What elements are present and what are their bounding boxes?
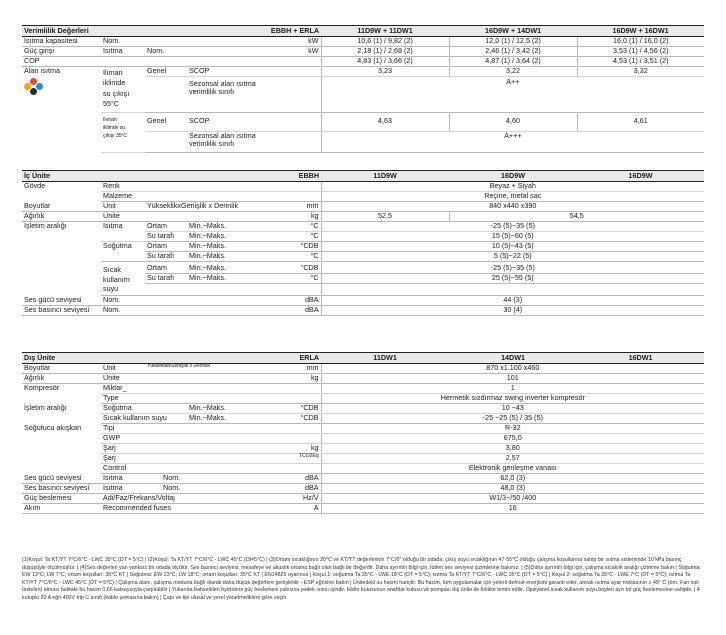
seasonal-line: verimlilik sınıfı	[189, 87, 235, 97]
dhw-line: Sıcak	[103, 265, 121, 274]
dimensions-value: 840 x440 x390	[321, 202, 704, 212]
sound-pressure-label: Ses basıncı seviyesi	[22, 306, 101, 316]
dimensions-value: 870 x1.100 x460	[321, 364, 704, 374]
compressor-type-value: Hermetik sızdırmaz swing inverter kompresör	[321, 394, 704, 404]
heating-capacity-sub: Nom.	[101, 37, 145, 47]
casing-color-label: Renk	[101, 182, 321, 192]
seasonal-line: Sezonsal alan ısıtma	[189, 131, 256, 140]
cop-value: 4,83 (1) / 3,66 (2)	[321, 57, 449, 67]
efficiency-table	[22, 25, 704, 153]
dimensions-unit: mm	[247, 364, 321, 374]
power-input-row	[22, 47, 704, 57]
op-heating-label: Isıtma	[101, 222, 145, 242]
scop-value: 4,63	[321, 113, 449, 132]
power-supply-row	[22, 494, 704, 504]
refrigerant-charge-t-row	[22, 454, 704, 464]
sound-power-sub: Nom.	[145, 474, 247, 484]
power-input-value: 3,53 (1) / 4,56 (2)	[577, 47, 704, 57]
op-minmax-label: Min.~Maks.	[187, 262, 247, 274]
dimensions-unit: mm	[247, 202, 321, 212]
compressor-label: Kompresör	[24, 383, 60, 392]
outdoor-dimensions-row	[22, 364, 704, 374]
refrigerant-type-row	[22, 424, 704, 434]
op-value: 15 (5)~60 (5)	[321, 232, 704, 242]
climate-line: çıkışı 35°C	[103, 132, 128, 139]
seasonal-class-label	[187, 132, 321, 153]
outdoor-weight-row	[22, 374, 704, 384]
scop-55-row	[22, 67, 704, 77]
heating-capacity-row	[22, 37, 704, 47]
weight-value: 101	[321, 374, 704, 384]
indoor-table	[22, 170, 704, 316]
dimensions-label: Boyutlar	[22, 202, 101, 212]
climate-line: Ilıman	[103, 117, 117, 123]
climate-line: 55°C	[103, 99, 120, 109]
refrigerant-type-label: Tipi	[101, 424, 321, 434]
indoor-header-row	[22, 171, 704, 182]
energy-class-value: A+++	[321, 132, 704, 153]
scop-35-row	[22, 113, 704, 132]
charge-value: 3,80	[321, 444, 704, 454]
casing-color-row	[22, 182, 704, 192]
casing-material-row	[22, 192, 704, 202]
charge-unit: kg	[247, 444, 321, 454]
outdoor-header-row	[22, 353, 704, 364]
energy-class-value: A++	[321, 77, 704, 113]
sound-pressure-unit: dBA	[247, 484, 321, 494]
op-value: 5 (5)~22 (5)	[321, 252, 704, 262]
power-input-label: Güç girişi	[22, 47, 101, 57]
scop-value: 3,23	[321, 67, 449, 77]
efficiency-header-row	[22, 26, 704, 37]
cop-value: 4,53 (1) / 3,51 (2)	[577, 57, 704, 67]
seasonal-line: Sezonsal alan ısıtma	[189, 79, 256, 88]
heating-capacity-value: 10,6 (1) / 9,82 (2)	[321, 37, 449, 47]
weight-sub: Ünite	[101, 374, 247, 384]
sound-pressure-sub: Nom.	[145, 484, 247, 494]
outdoor-op-dhw-row	[22, 414, 704, 424]
outdoor-col-2: 14DW1	[449, 353, 577, 364]
dimensions-detail: YükseklikxGenişlik x Derinlik	[145, 364, 247, 374]
heating-capacity-label: Isıtma kapasitesi	[22, 37, 101, 47]
op-value: -25 ~25 (5) / 35 (5)	[321, 414, 704, 424]
indoor-title: İç Ünite	[24, 170, 50, 180]
dimensions-label: Boyutlar	[22, 364, 101, 374]
weight-label: Ağırlık	[22, 374, 101, 384]
current-row	[22, 504, 704, 514]
seasonal-line: verimlilik sınıfı	[189, 139, 235, 149]
op-unit: °C	[247, 274, 321, 284]
power-input-unit: kW	[187, 47, 321, 57]
outdoor-sound-power-row	[22, 474, 704, 484]
op-ambient-label: Ortam	[145, 262, 187, 274]
power-supply-unit: Hz/V	[247, 494, 321, 504]
power-input-sub: Isıtma	[101, 47, 145, 57]
indoor-model-label: EBBH	[298, 170, 320, 180]
indoor-weight-row	[22, 212, 704, 222]
cop-label: COP	[22, 57, 101, 67]
efficiency-title: Verimlilik Değerleri	[24, 25, 89, 35]
op-dhw-label	[101, 262, 145, 296]
indoor-dimensions-row	[22, 202, 704, 212]
climate-line: iklimde	[103, 78, 126, 88]
heating-capacity-unit: kW	[187, 37, 321, 47]
space-heating-cell	[22, 67, 101, 153]
weight-sub: Ünite	[101, 212, 247, 222]
sound-pressure-unit: dBA	[247, 306, 321, 316]
compressor-qty-row	[22, 384, 704, 394]
compressor-qty-value: 1	[321, 384, 704, 394]
gwp-value: 675,0	[321, 434, 704, 444]
sound-power-value: 62,0 (3)	[321, 474, 704, 484]
op-water-label: Su tarafı	[145, 252, 187, 262]
sound-power-unit: dBA	[247, 296, 321, 306]
outdoor-title: Dış Ünite	[24, 352, 56, 362]
op-minmax-label: Min.~Maks.	[187, 232, 247, 242]
op-dhw-label: Sıcak kullanım suyu	[101, 414, 187, 424]
op-minmax-label: Min.~Maks.	[187, 404, 247, 414]
efficiency-model-label: EBBH + ERLA	[270, 25, 320, 35]
cop-row	[22, 57, 704, 67]
power-input-sub: Nom.	[145, 47, 187, 57]
op-value: 25 (5)~55 (5)	[321, 274, 704, 284]
general-label: Genel	[145, 113, 187, 132]
weight-unit: kg	[247, 212, 321, 222]
current-label: Akım	[22, 504, 101, 514]
scop-label: SCOP	[187, 67, 321, 77]
scop-value: 4,61	[577, 113, 704, 132]
efficiency-col-1: 11D9W + 11DW1	[321, 26, 449, 37]
op-minmax-label: Min.~Maks.	[187, 242, 247, 252]
efficiency-col-2: 16D9W + 14DW1	[449, 26, 577, 37]
op-unit: °C	[247, 232, 321, 242]
sound-pressure-value: 30 (4)	[321, 306, 704, 316]
sound-pressure-label: Ses basıncı seviyesi	[22, 484, 101, 494]
compressor-type-label: Type	[101, 394, 321, 404]
op-ambient-label: Ortam	[145, 242, 187, 252]
scop-value: 3,22	[449, 67, 577, 77]
heating-capacity-value: 12,0 (1) / 12,5 (2)	[449, 37, 577, 47]
op-water-label: Su tarafı	[145, 232, 187, 242]
power-supply-sub: Adi/Faz/Frekans/Voltaj	[101, 494, 247, 504]
climate-line: iklimde su	[103, 124, 126, 131]
outdoor-table	[22, 352, 704, 514]
refrigerant-type-value: R-32	[321, 424, 704, 434]
op-unit: °CDB	[247, 262, 321, 274]
scop-value: 3,32	[577, 67, 704, 77]
sound-power-value: 44 (3)	[321, 296, 704, 306]
control-value: Elektronik genleşme vanası	[321, 464, 704, 474]
outdoor-model-label: ERLA	[299, 352, 320, 362]
compressor-qty-label: Miktar_	[101, 384, 321, 394]
op-unit: °CDB	[247, 404, 321, 414]
casing-color-value: Beyaz + Siyah	[321, 182, 704, 192]
op-unit: °CDB	[247, 242, 321, 252]
op-water-label: Su tarafı	[145, 274, 187, 284]
operation-range-label: İşletim aralığı	[24, 221, 67, 230]
charge-unit: TCO2Eq	[247, 454, 321, 464]
sound-power-sub: Isıtma	[101, 474, 145, 484]
op-minmax-label: Min.~Maks.	[187, 252, 247, 262]
control-label: Control	[101, 464, 321, 474]
charge-value: 2,57	[321, 454, 704, 464]
weight-unit: kg	[247, 374, 321, 384]
heating-capacity-value: 16,0 (1) / 16,0 (2)	[577, 37, 704, 47]
power-supply-value: W1/3~/50 /400	[321, 494, 704, 504]
cop-value: 4,87 (1) / 3,64 (2)	[449, 57, 577, 67]
current-value: 16	[321, 504, 704, 514]
op-cooling-label: Soğutma	[101, 404, 187, 414]
sound-power-unit: dBA	[247, 474, 321, 484]
indoor-sound-power-row	[22, 296, 704, 306]
footnote: (1)Koşul: Ta KT/YT 7°C/6°C - LWC 35°C (DT = 5°C) | (2)Koşul: Ta KT/YT 7°C/6°C - LWC 45°C (Dt=5°C) | (3)Ortam sıcaklığının 20°C ve KT/YT değerlerinin 7°C/6° olduğu bir odada, çıkış suyu sıcaklığının 47-55°C olduğu çalışma koşullarına sahip bir ısıtma sisteminde 10 kPa basınç düşüşüyle ölçülmüştür. | (4)Ses değerleri yan yanksız bir odada ölçülür. Ses basıncı seviyesi, mesafeye ve akustik ortama bağlı olan bağlı bir değerdir. Daha ayrıntılı bilgi için, lütfen ses seviyesi çizimlerine bakınız. | (5)Daha ayrıntılı bilgi için, çalışma sıcaklık aralığı çizimine bakın | Soğutma: EW 12°C; LW 7°C; ortam koşulları: 35°C KT | Soğutma: EW 23°C; LW 18°C; ortam koşulları: 35°C KT | EN14825 uyarınca | Koşul 1: soğutma Ta 35°C - LWE 18°C (DT = 5°C); ısıtma Ta KT/YT 7°C/6°C - LWC 35°C (DT = 5°C) | Koşul 2: soğutma Ta 35°C - LWE 7°C (DT = 5°C); ısıtma Ta KT/YT 7°C/6°C - LWC 45°C (DT = 5°C) | Çalışma alanı, çalışma moduna bağlı olarak daha düşük değerlere genişletilir - ESP eğrisine bakın | Ünitedeki su hacmi hariçtir. Bu hacim, tüm uygulamalar için yeterli defrost enerjisini garanti eder, ancak ısıtma ayar noktasının ≥ 45° C (örn. Fan coil üniteleri) olması halinde bu hacim 0,66 katsayısıyla çarpılabilir | Yukarıda bahsedilen hydrobox güç beslemesi yalnızca yedek ısıtıcı içindir. Hidro kutusunun anahtar kutusu ve pompası dış ünite ile birlikte temin edilir. Opsiyonel sıcak kullanım suyu boyleri ayrı bir güç beslemesine sahiptir. | 4 kutuplu 20 A eğri 400V trip C sınıfı (kablo şemasına bakın) | Çapı ve tipi ulusal ve yerel yönetmeliklere göre seçin	[22, 557, 701, 601]
op-unit: °C	[247, 252, 321, 262]
weight-value: 52,5	[321, 212, 449, 222]
current-sub: Recommended fuses	[101, 504, 247, 514]
op-unit: °C	[247, 222, 321, 232]
outdoor-op-cooling-row	[22, 404, 704, 414]
climate-35-label	[101, 113, 145, 153]
climate-line: su çıkışı	[103, 88, 130, 98]
outdoor-col-1: 11DW1	[321, 353, 449, 364]
general-label: Genel	[145, 67, 187, 77]
power-supply-label: Güç beslemesi	[22, 494, 101, 504]
refrigerant-gwp-row	[22, 434, 704, 444]
sound-power-label: Ses gücü seviyesi	[22, 474, 101, 484]
charge-label: Şarj	[101, 444, 247, 454]
indoor-col-1: 11D9W	[321, 171, 449, 182]
scop-value: 4,60	[449, 113, 577, 132]
dimensions-sub: Unit	[101, 364, 145, 374]
op-minmax-label: Min.~Maks.	[187, 222, 247, 232]
efficiency-col-3: 16D9W + 16DW1	[577, 26, 704, 37]
op-cooling-label: Soğutma	[101, 242, 145, 262]
op-value: 10 ~43	[321, 404, 704, 414]
weight-label: Ağırlık	[22, 212, 101, 222]
charge-label: Şarj	[101, 454, 247, 464]
sound-pressure-sub: Isıtma	[101, 484, 145, 494]
climate-55-label	[101, 67, 145, 113]
op-minmax-label: Min.~Maks.	[187, 414, 247, 424]
current-unit: A	[247, 504, 321, 514]
op-ambient-label: Ortam	[145, 222, 187, 232]
indoor-col-2: 16D9W	[449, 171, 577, 182]
weight-value: 54,5	[449, 212, 704, 222]
op-unit: °CDB	[247, 414, 321, 424]
scop-label: SCOP	[187, 113, 321, 132]
op-value: -25 (5)~35 (5)	[321, 222, 704, 232]
climate-line: Ilıman	[103, 68, 123, 77]
refrigerant-charge-kg-row	[22, 444, 704, 454]
seasonal-class-label	[187, 77, 321, 113]
operation-range-label: İşletim aralığı	[24, 402, 67, 412]
op-dhw-ambient-row	[22, 262, 704, 274]
dimensions-sub: Unit	[101, 202, 145, 212]
dhw-line: suyu	[103, 284, 119, 294]
op-cooling-ambient-row	[22, 242, 704, 252]
sound-power-label: Ses gücü seviyesi	[22, 296, 101, 306]
op-heating-ambient-row	[22, 222, 704, 232]
op-minmax-label: Min.~Maks.	[187, 274, 247, 284]
sound-power-sub: Nom.	[101, 296, 247, 306]
op-value: 10 (5)~43 (5)	[321, 242, 704, 252]
indoor-sound-pressure-row	[22, 306, 704, 316]
compressor-type-row	[22, 394, 704, 404]
gwp-label: GWP	[101, 434, 321, 444]
sound-pressure-value: 48,0 (3)	[321, 484, 704, 494]
refrigerant-control-row	[22, 464, 704, 474]
space-heating-label: Alan ısıtma	[24, 66, 60, 75]
dhw-line: kullanım	[103, 274, 130, 284]
refrigerant-label: Soğutucu akışkan	[24, 422, 82, 432]
power-input-value: 2,46 (1) / 3,42 (2)	[449, 47, 577, 57]
indoor-col-3: 16D9W	[577, 171, 704, 182]
sound-pressure-sub: Nom.	[101, 306, 247, 316]
outdoor-sound-pressure-row	[22, 484, 704, 494]
power-input-value: 2,18 (1) / 2,68 (2)	[321, 47, 449, 57]
outdoor-col-3: 16DW1	[577, 353, 704, 364]
op-value: -25 (5)~35 (5)	[321, 262, 704, 274]
heating-colour-dots-icon	[24, 78, 44, 94]
dimensions-detail: YükseklikxGenişlik x Derinlik	[145, 202, 247, 212]
casing-label: Gövde	[24, 181, 46, 190]
casing-material-label: Malzeme	[101, 192, 321, 202]
casing-material-value: Reçine, metal sac	[321, 192, 704, 202]
